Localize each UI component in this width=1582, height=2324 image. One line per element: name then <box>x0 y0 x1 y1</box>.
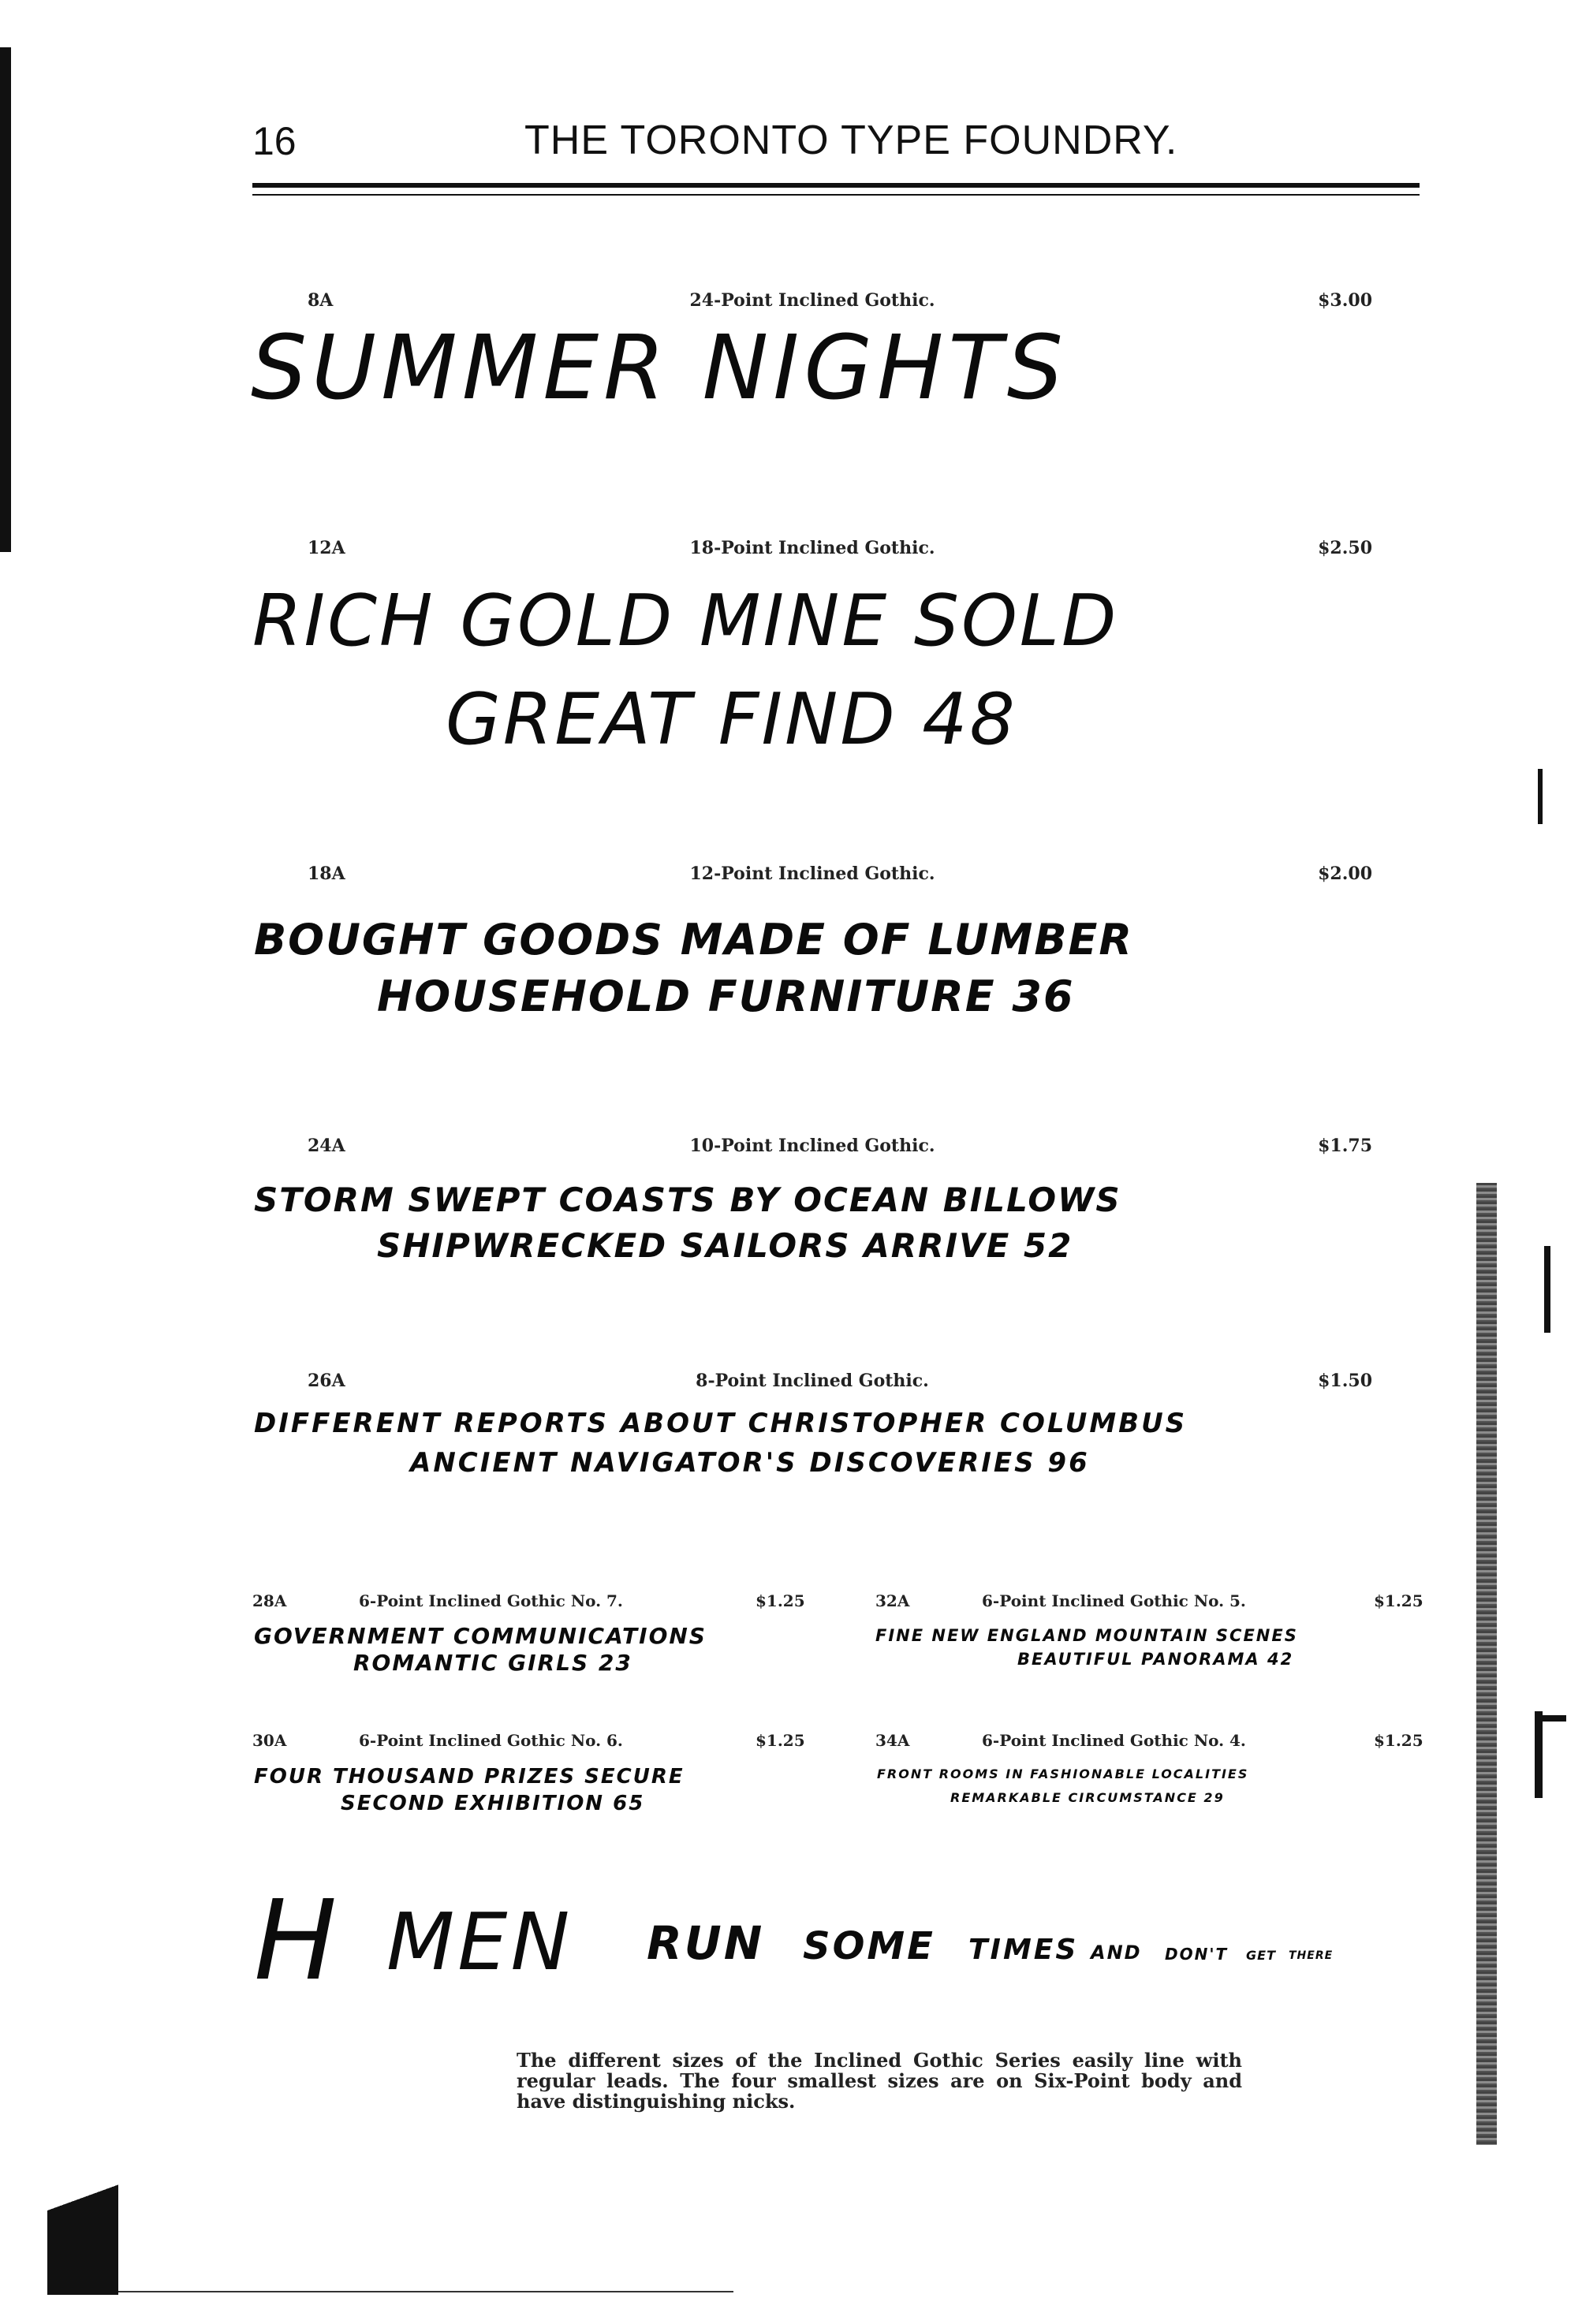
specimen-line: BOUGHT GOODS MADE OF LUMBER <box>254 915 1134 964</box>
specimen-price: $1.75 <box>1318 1136 1372 1156</box>
specimen-name: 10-Point Inclined Gothic. <box>689 1136 935 1156</box>
specimen-qty: 30A <box>252 1731 287 1750</box>
showcase-word: AND <box>1091 1942 1142 1964</box>
showcase-word: TIMES <box>968 1934 1079 1966</box>
specimen-line: SHIPWRECKED SAILORS ARRIVE 52 <box>377 1226 1073 1265</box>
specimen-line: FINE NEW ENGLAND MOUNTAIN SCENES <box>875 1626 1298 1645</box>
showcase-word: SOME <box>803 1924 935 1968</box>
specimen-price: $1.25 <box>756 1731 805 1750</box>
specimen-qty: 28A <box>252 1591 287 1610</box>
specimen-qty: 32A <box>875 1591 910 1610</box>
specimen-qty: 18A <box>308 864 345 884</box>
showcase-word: THERE <box>1289 1949 1334 1962</box>
specimen-line: FRONT ROOMS IN FASHIONABLE LOCALITIES <box>877 1766 1249 1781</box>
specimen-line: ROMANTIC GIRLS 23 <box>353 1650 632 1676</box>
showcase-word: DON'T <box>1165 1945 1229 1964</box>
specimen-line: GOVERNMENT COMMUNICATIONS <box>254 1623 707 1649</box>
specimen-line: FOUR THOUSAND PRIZES SECURE <box>254 1765 685 1789</box>
scan-mark <box>1544 1246 1550 1333</box>
page-number: 16 <box>252 119 297 163</box>
specimen-name: 6-Point Inclined Gothic No. 5. <box>982 1591 1246 1610</box>
specimen-line: GREAT FIND 48 <box>446 678 1017 761</box>
specimen-line: SECOND EXHIBITION 65 <box>341 1792 645 1815</box>
scan-bottom-line <box>118 2291 733 2292</box>
specimen-name: 6-Point Inclined Gothic No. 6. <box>359 1731 623 1750</box>
specimen-price: $1.25 <box>1374 1591 1423 1610</box>
header-rule <box>252 183 1420 188</box>
specimen-line: STORM SWEPT COASTS BY OCEAN BILLOWS <box>254 1181 1121 1219</box>
scan-mark <box>1535 1711 1543 1798</box>
specimen-qty: 24A <box>308 1136 345 1156</box>
specimen-name: 6-Point Inclined Gothic No. 4. <box>982 1731 1246 1750</box>
specimen-name: 24-Point Inclined Gothic. <box>689 290 935 311</box>
showcase-word: GET <box>1246 1948 1276 1963</box>
scan-mark <box>1538 769 1543 824</box>
showcase-word: H <box>254 1877 338 2005</box>
specimen-price: $1.25 <box>1374 1731 1423 1750</box>
specimen-qty: 12A <box>308 538 345 558</box>
specimen-line: DIFFERENT REPORTS ABOUT CHRISTOPHER COLUMBUS <box>254 1408 1188 1439</box>
specimen-name: 18-Point Inclined Gothic. <box>689 538 935 558</box>
specimen-line: RICH GOLD MINE SOLD <box>252 580 1119 662</box>
header-rule-thin <box>252 194 1420 196</box>
specimen-line: ANCIENT NAVIGATOR'S DISCOVERIES 96 <box>410 1447 1090 1479</box>
showcase-word: RUN <box>647 1916 765 1970</box>
scan-mark <box>1535 1715 1566 1722</box>
specimen-name: 12-Point Inclined Gothic. <box>689 864 935 884</box>
scan-edge-left <box>0 47 11 552</box>
specimen-line: HOUSEHOLD FURNITURE 36 <box>377 972 1075 1021</box>
specimen-line: REMARKABLE CIRCUMSTANCE 29 <box>950 1790 1225 1805</box>
showcase-word: MEN <box>386 1896 573 1988</box>
scan-corner-shadow <box>47 2137 118 2295</box>
specimen-qty: 26A <box>308 1371 345 1391</box>
specimen-line: SUMMER NIGHTS <box>251 317 1068 420</box>
specimen-price: $2.50 <box>1318 538 1372 558</box>
scan-edge-right <box>1476 1183 1497 2145</box>
page-title: THE TORONTO TYPE FOUNDRY. <box>524 118 1178 163</box>
specimen-price: $1.50 <box>1318 1371 1372 1391</box>
specimen-price: $1.25 <box>756 1591 805 1610</box>
specimen-line: BEAUTIFUL PANORAMA 42 <box>1017 1650 1294 1669</box>
specimen-price: $3.00 <box>1318 290 1372 311</box>
specimen-name: 6-Point Inclined Gothic No. 7. <box>359 1591 623 1610</box>
footnote: The different sizes of the Inclined Gothic Series easily line with regular leads. The four smallest sizes are on Six-Point body and have distinguishing nicks. <box>517 2049 1242 2113</box>
specimen-qty: 34A <box>875 1731 910 1750</box>
specimen-price: $2.00 <box>1318 864 1372 884</box>
specimen-name: 8-Point Inclined Gothic. <box>696 1371 929 1391</box>
specimen-qty: 8A <box>308 290 334 311</box>
